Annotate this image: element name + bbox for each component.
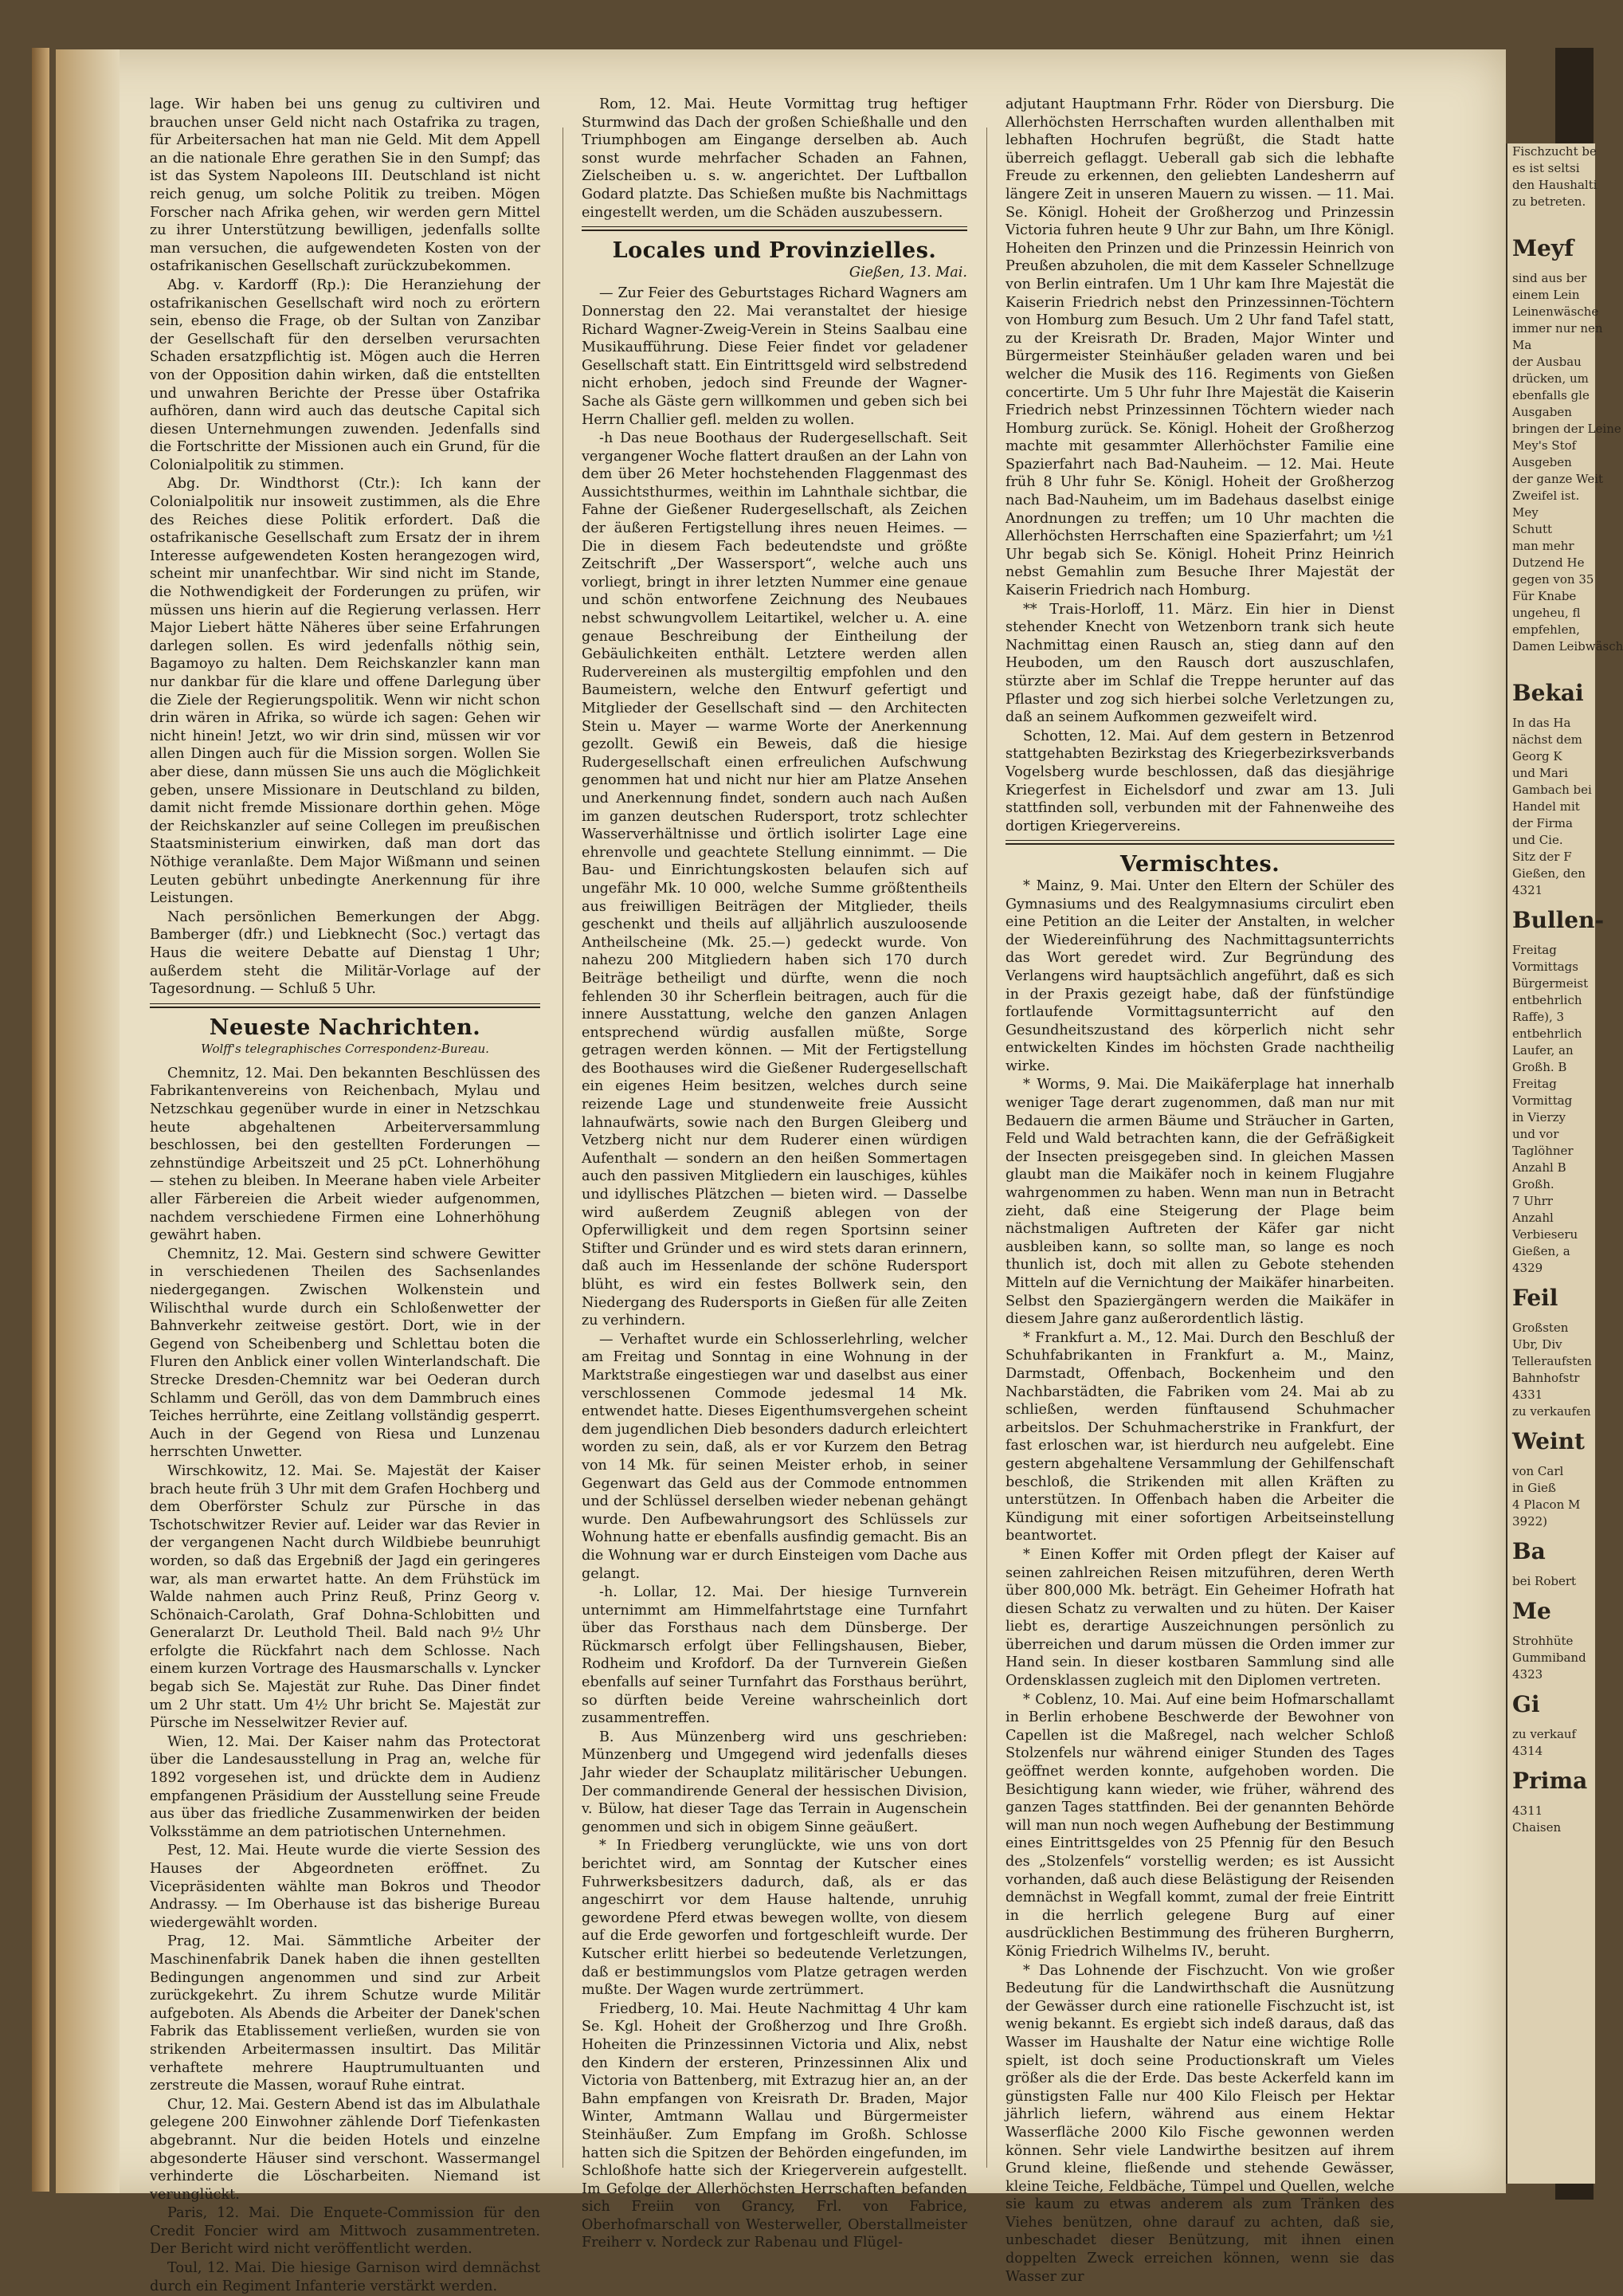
local-item: * In Friedberg verunglückte, wie uns von dort berichtet wird, am Sonntag der Kutscher eines Fuhrwerksbesitzers dadurch, daß, als er das angeschirrt vor dem Hause haltende, unruhig gewordene Pferd etwas bewegen wollte, von diesem auf die Erde geworfen und fortgeschleift wurde. Der Kutscher erlitt hierbei so bedeutende Verletzungen, daß er bestimmungslos vom Platze getragen werden mußte. Der Wagen wurde zertrümmert. bbox=[582, 1838, 967, 1999]
ad-line: in Gieß bbox=[1512, 1481, 1556, 1495]
ad-line: Georg K bbox=[1512, 749, 1562, 763]
ad-line: man mehr bbox=[1512, 539, 1574, 553]
ad-line: Ausgaben bbox=[1512, 405, 1572, 419]
article-paragraph: Abg. Dr. Windthorst (Ctr.): Ich kann der Colonialpolitik nur insoweit zustimmen, als die Ehre des Reiches diese Politik erfordert. Daß die ostafrikanische Gesellschaft zum Ersatz der in ihrem Interesse aufgewendeten Kosten herangezogen wird, scheint mir unanfechtbar. Wir sind nicht im Stande, die Nothwendigkeit der Forderungen zu prüfen, wir müssen uns hierin auf die Regierung verlassen. Herr Major Liebert hätte Näheres über seine Erfahrungen darlegen sollen. Es wird jedenfalls nöthig sein, Bagamoyo zu halten. Dem Reichskanzler kann man nur dankbar für die klare und offene Darlegung über die Ziele der Regierungspolitik. Wenn wir nicht schon drin wären in Afrika, so würde ich sagen: Gehen wir nicht hinein! Jetzt, wo wir drin sind, müssen wir vor allen Dingen auch für die Mission sorgen. Wollen Sie aber diese, dann müssen Sie uns auch die Möglichkeit geben, unsere Missionare in Deutschland zu bilden, damit nicht fremde Missionare dorthin gehen. Möge der Reichskanzler auf seine Collegen im preußischen Staatsministerium einwirken, daß man dort das Nöthige veranlaßte. Dem Major Wißmann und seinen Leuten gebührt unbedingte Anerkennung für ihre Leistungen. bbox=[150, 476, 540, 907]
ad-line: bei Robert bbox=[1512, 1574, 1577, 1588]
section-rule bbox=[1006, 840, 1394, 845]
section-heading: Neueste Nachrichten. bbox=[209, 1015, 481, 1040]
column-1 bbox=[150, 96, 540, 2296]
local-item: — Zur Feier des Geburtstages Richard Wagners am Donnerstag den 22. Mai veranstaltet der hiesige Richard Wagner-Zweig-Verein in Steins Saalbau eine Musikaufführung. Diese Feier findet vor geladener Gesellschaft statt. Ein Eintrittsgeld wird selbstredend nicht erhoben, jedoch sind Freunde der Wagner-Sache als Gäste gern willkommen und geben sich bei Herrn Challier gefl. melden zu wollen. bbox=[582, 285, 967, 428]
ad-line: Chaisen bbox=[1512, 1820, 1562, 1835]
ad-line: Gummiband bbox=[1512, 1650, 1586, 1665]
ad-line: es ist seltsi bbox=[1512, 161, 1580, 175]
local-item: adjutant Hauptmann Frhr. Röder von Diersburg. Die Allerhöchsten Herrschaften wurden allenthalben mit lebhaften Hochrufen begrüßt, die Stadt hatte überreich geflaggt. Ueberall gab sich die lebhafte Freude zu erkennen, den geliebten Landesherrn auf längere Zeit in unseren Mauern zu wissen. — 11. Mai. Se. Königl. Hoheit der Großherzog und Prinzessin Victoria fuhren heute 9 Uhr zur Bahn, um Ihre Königl. Hoheiten den Prinzen und die Prinzessin Heinrich von Preußen abzuholen, die mit dem Kasseler Schnellzuge von Berlin eintrafen. Um 1 Uhr kam Ihre Majestät die Kaiserin Friedrich nebst den Prinzessinnen-Töchtern von Homburg zum Besuch. Um 2 Uhr fand Tafel statt, zu der Kreisrath Dr. Braden, Major Winter und Bürgermeister Steinhäußer geladen waren und bei welcher die Musik des 116. Regiments von Gießen concertirte. Um 5 Uhr fuhr Ihre Majestät die Kaiserin Friedrich nebst Prinzessinnen Töchtern wieder nach Homburg zurück. Se. Königl. Hoheit der Großherzog machte mit gesammter Allerhöchster Familie eine Spazierfahrt nach Bad-Nauheim. — 12. Mai. Heute früh 8 Uhr fuhr Se. Königl. Hoheit der Großherzog nach Bad-Nauheim, um im Badehaus daselbst einige Anordnungen zu treffen; um 10 Uhr machten die Allerhöchsten Herrschaften eine Spazierfahrt; um ½1 Uhr begab sich Se. Königl. Hoheit Prinz Heinrich nebst Gemahlin zum Besuche Ihrer Majestät der Kaiserin Friedrich nach Homburg. bbox=[1006, 96, 1394, 599]
ad-line: Handel mit bbox=[1512, 799, 1580, 814]
ad-line: Zweifel ist. bbox=[1512, 489, 1580, 503]
column-divider bbox=[986, 128, 987, 2168]
ad-line: einem Lein bbox=[1512, 288, 1580, 302]
ad-line: und Cie. bbox=[1512, 833, 1563, 847]
ad-line: 4314 bbox=[1512, 1744, 1543, 1758]
ad-line: der Ausbau bbox=[1512, 355, 1582, 369]
ad-line: Telleraufsten bbox=[1512, 1354, 1592, 1368]
ad-line: Taglöhner bbox=[1512, 1144, 1574, 1158]
ad-line: empfehlen, bbox=[1512, 622, 1580, 637]
ad-line: Gießen, den bbox=[1512, 866, 1586, 881]
ad-line: Meyf bbox=[1512, 235, 1574, 261]
ad-line: zu verkaufen bbox=[1512, 1404, 1591, 1419]
ad-line: 3922) bbox=[1512, 1514, 1548, 1529]
ad-line: und vor bbox=[1512, 1127, 1559, 1141]
news-item: Prag, 12. Mai. Sämmtliche Arbeiter der Maschinenfabrik Danek haben die ihnen gestellten Bedingungen angenommen und sind zur Arbeit zurückgekehrt. Zu ihrem Schutze wurde Militär aufgeboten. Als Abends die Arbeiter der Danek'schen Fabrik das Etablissement verließen, wurden sie von strikenden Arbeitermassen insultirt. Das Militär verhaftete mehrere Hauptrumultuanten und zerstreute die Massen, worauf Ruhe eintrat. bbox=[150, 1933, 540, 2094]
ad-line: Dutzend He bbox=[1512, 555, 1585, 570]
section-subheading: Wolff's telegraphisches Correspondenz-Bureau. bbox=[201, 1042, 489, 1057]
news-item: Wien, 12. Mai. Der Kaiser nahm das Protectorat über die Landesausstellung in Prag an, welche für 1892 vorgesehen ist, und drückte dem in Audienz empfangenen Präsidium der Ausstellung seine Freude aus über das friedliche Zusammenwirken der beiden Volksstämme an dem patriotischen Unternehmen. bbox=[150, 1733, 540, 1840]
misc-item: * Einen Koffer mit Orden pflegt der Kaiser auf seinen zahlreichen Reisen mitzuführen, deren Werth über 800,000 Mk. beträgt. Ein Geheimer Hofrath hat diesen Schatz zu verwalten und zu hüten. Der Kaiser liebt es, derartige Auszeichnungen persönlich zu überreichen und darum müssen die Orden immer zur Hand sein. In dieser kostbaren Sammlung sind alle Ordensklassen zugleich mit den Diplomen vertreten. bbox=[1006, 1546, 1394, 1690]
ad-line: Raffe), 3 bbox=[1512, 1010, 1565, 1024]
ad-line: Damen Leibwäsch bbox=[1512, 639, 1623, 653]
ad-line: 4311 bbox=[1512, 1803, 1543, 1818]
ad-line: Feil bbox=[1512, 1285, 1558, 1311]
news-item: Rom, 12. Mai. Heute Vormittag trug heftiger Sturmwind das Dach der großen Schießhalle und den Triumphbogen am Eingange derselben ab. Auch sonst wurde mehrfacher Schaden an Fahnen, Zielscheiben u. s. w. angerichtet. Der Luftballon Godard platzte. Das Schießen mußte bis Nachmittags eingestellt werden, um die Schäden auszubessern. bbox=[582, 96, 967, 221]
ad-line: 4 Placon M bbox=[1512, 1497, 1581, 1512]
ad-line: immer nur nen bbox=[1512, 321, 1603, 336]
ad-line: Prima bbox=[1512, 1768, 1588, 1794]
ad-line: Gambach bei bbox=[1512, 783, 1592, 797]
ad-line: ebenfalls gle bbox=[1512, 388, 1590, 402]
ad-line: gegen von 35 bbox=[1512, 572, 1594, 587]
article-paragraph: Abg. v. Kardorff (Rp.): Die Heranziehung der ostafrikanischen Gesellschaft wird noch zu erörtern sein, ebenso die Frage, ob der Sultan von Zanzibar der Gesellschaft für den derselben verursachten Schaden ersatzpflichtig ist. Mögen auch die Herren von der Opposition dahin wirken, daß die entstellten und unwahren Berichte der Presse über Ostafrika aufhören, dann wird auch das deutsche Capital sich diesen Unternehmungen zuwenden. Jedenfalls sind die Fortschritte der Missionen auch ein Grund, für die Colonialpolitik zu stimmen. bbox=[150, 277, 540, 473]
binding-edge bbox=[32, 48, 49, 2192]
ad-line: und Mari bbox=[1512, 766, 1568, 780]
adjacent-page-ads bbox=[1506, 143, 1623, 2184]
local-item: -h Das neue Boothaus der Rudergesellschaft. Seit vergangener Woche flattert draußen an der Lahn von dem über 26 Meter hochstehenden Flaggenmast des Aussichtsthurmes, weithin im Lahnthale sichtbar, die Fahne der Gießener Rudergesellschaft, als Zeichen der äußeren Fertigstellung ihres neuen Heimes. — Die in diesem Fach bedeutendste und größte Zeitschrift „Der Wassersport“, welche auch uns vorliegt, bringt in ihrer letzten Nummer eine genaue und schön entworfene Zeichnung des Neubaues nebst schwungvollem Leitartikel, welcher u. A. eine genaue Beschreibung der Eintheilung der Gebäulichkeiten enthält. Letztere werden allen Rudervereinen als mustergiltig empfohlen und den Baumeistern, welche den Entwurf gefertigt und Mitglieder der Gesellschaft sind — den Architecten Stein u. Mayer — warme Worte der Anerkennung gezollt. Gewiß ein Beweis, daß die hiesige Rudergesellschaft einen erfreulichen Aufschwung genommen hat und nicht nur hier am Platze Ansehen und Anerkennung findet, sondern auch nach Außen im ganzen deutschen Rudersport, trotz schlechter Wasserverhältnisse und örtlich isolirter Lage eine ehrenvolle und geachtete Stellung einnimmt. — Die Bau- und Einrichtungskosten belaufen sich auf ungefähr Mk. 10 000, welche Summe größtentheils aus freiwilligen Beiträgen der Mitglieder, theils geschenkt und theils auf alljährlich auszuloosende Antheilscheine (Mk. 25.—) gedeckt wurde. Von nahezu 200 Mitgliedern haben sich 170 durch Beiträge betheiligt und dürfte, wenn die noch fehlenden 30 ihr Scherflein beitragen, auch für die innere Ausstattung, welche den ganzen Anlagen entsprechend würdig ausfallen müßte, Sorge getragen werden können. — Mit der Fertigstellung des Boothauses wird die Gießener Rudergesellschaft ein eigenes Heim besitzen, welches durch seine reizende Lage und stundenweite freie Aussicht lahnaufwärts, sowie nach den Burgen Gleiberg und Vetzberg nicht nur dem Ruderer einen würdigen Aufenthalt — sondern an den heißen Sommertagen auch den passiven Mitgliedern ein lauschiges, kühles und idyllisches Plätzchen — bieten wird. — Dasselbe wird außerdem Zeugniß ablegen von der Opferwilligkeit und dem regen Sportsinn seiner Stifter und Gründer und es wird stets daran erinnern, daß auch im Hessenlande der schöne Rudersport blüht, es wird ein festes Bollwerk sein, den Niedergang des Rudersports in Gießen für alle Zeiten zu verhindern. bbox=[582, 430, 967, 1329]
ad-line: Für Knabe bbox=[1512, 589, 1577, 603]
news-item: Chur, 12. Mai. Gestern Abend ist das im Albulathale gelegene 200 Einwohner zählende Dorf Tiefenkasten abgebrannt. Nur die beiden Hotels und einzelne abgesonderte Häuser sind verschont. Wassermangel verhinderte die Löscharbeiten. Niemand ist verunglückt. bbox=[150, 2096, 540, 2203]
ad-line: Anzahl B bbox=[1512, 1160, 1566, 1175]
ad-line: bringen der Leine bbox=[1512, 422, 1621, 436]
ad-line: Ubr, Div bbox=[1512, 1337, 1562, 1352]
ad-line: Gi bbox=[1512, 1691, 1540, 1717]
ad-line bbox=[1507, 655, 1595, 672]
ad-line: nächst dem bbox=[1512, 732, 1582, 747]
ad-line: drücken, um bbox=[1512, 371, 1589, 386]
section-heading: Locales und Provinzielles. bbox=[612, 238, 937, 264]
ad-line: Schutt bbox=[1512, 522, 1553, 536]
ad-line: zu verkauf bbox=[1512, 1727, 1577, 1741]
ad-line: Ma bbox=[1512, 338, 1532, 352]
ad-line: 7 Uhrr bbox=[1512, 1194, 1553, 1208]
ad-line: Sitz der F bbox=[1512, 850, 1572, 864]
ad-line: Strohhüte bbox=[1512, 1634, 1574, 1648]
dateline: Gießen, 13. Mai. bbox=[849, 264, 967, 281]
column-2 bbox=[582, 96, 967, 2253]
ad-line: Fischzucht be bbox=[1512, 144, 1597, 159]
ad-line: 4321 bbox=[1512, 883, 1543, 897]
ad-line: von Carl bbox=[1512, 1464, 1564, 1478]
misc-item: * Das Lohnende der Fischzucht. Von wie großer Bedeutung für die Landwirthschaft die Ausnützung der Gewässer durch eine rationelle Fischzucht ist, ist wenig bekannt. Es ergiebt sich indeß daraus, daß das Wasser im Haushalte der Natur eine wichtige Rolle spielt, ist doch seine Productionskraft um Vieles größer als die der Erde. Das beste Ackerfeld kann im günstigsten Falle nur 400 Kilo Fleisch per Hektar jährlich liefern, während aus einem Hektar Wasserfläche 2000 Kilo Fische gewonnen werden können. Sehr viele Landwirthe besitzen auf ihrem Grund kleine, fließende und stehende Gewässer, kleine Teiche, Feldbäche, Tümpel und Quellen, welche sie kaum zu etwas anderem als zum Tränken des Viehes benützen, ohne darauf zu achten, daß sie, unbeschadet dieser Benützung, mit ihnen einen doppelten Zweck erreichen können, wenn sie das Wasser zur bbox=[1006, 1962, 1394, 2285]
local-item: — Verhaftet wurde ein Schlosserlehrling, welcher am Freitag und Sonntag in eine Wohnung in der Marktstraße eingestiegen war und daselbst aus einer verschlossenen Commode jedesmal 14 Mk. entwendet hatte. Dieses Eigenthumsvergehen scheint dem jugendlichen Dieb besonders dadurch erleichtert worden zu sein, daß, als er vor Kurzem den Betrag von 14 Mk. für seinen Meister erhob, in seiner Gegenwart das Geld aus der Commode entnommen und der Schlüssel derselben wieder nebenan gehängt wurde. Den Aufbewahrungsort des Schlüssels zur Wohnung hatte er ebenfalls ausfindig gemacht. Bis an die Wohnung war er durch Einsteigen vom Dache aus gelangt. bbox=[582, 1331, 967, 1582]
ad-line: 4331 bbox=[1512, 1387, 1543, 1402]
ad-line bbox=[1507, 210, 1595, 227]
ad-line: In das Ha bbox=[1512, 716, 1571, 730]
ad-line: Gießen, a bbox=[1512, 1244, 1570, 1258]
ad-line: Bahnhofstr bbox=[1512, 1371, 1580, 1385]
ad-line: Großsten bbox=[1512, 1321, 1569, 1335]
misc-item: * Mainz, 9. Mai. Unter den Eltern der Schüler des Gymnasiums und des Realgymnasiums circulirt eben eine Petition an die Leiter der Anstalten, in welcher der Wiedereinführung des Nachmittagsunterrichts das Wort geredet wird. Zur Begründung des Verlangens wird hauptsächlich angeführt, daß es sich in der Praxis gezeigt habe, daß der fünfstündige fortlaufende Vormittagsunterricht auf den Gesundheitszustand des körperlich nicht sehr entwickelten Kindes im höchsten Grade nachtheilig wirke. bbox=[1006, 877, 1394, 1074]
misc-item: * Worms, 9. Mai. Die Maikäferplage hat innerhalb weniger Tage derart zugenommen, daß man nur mit Bedauern die armen Bäume und Sträucher in Garten, Feld und Wald betrachten kann, die der Gefräßigkeit der Insecten preisgegeben sind. In gleichen Massen glaubt man die Maikäfer noch in keinem Flugjahre wahrgenommen zu haben. Wenn man nun in Betracht zieht, daß eine Steigerung der Plage beim nächstmaligen Auftreten der Käfer gar nicht ausbleiben kann, so sollte man, so lange es noch thunlich ist, doch mit allen zu Gebote stehenden Mitteln auf die Vernichtung der Maikäfer hinarbeiten. Selbst den Spaziergängern werden die Maikäfer in diesem Jahre ganz außerordentlich lästig. bbox=[1006, 1077, 1394, 1328]
news-item: Toul, 12. Mai. Die hiesige Garnison wird demnächst durch ein Regiment Infanterie verstärkt werden. bbox=[150, 2260, 540, 2294]
ad-line: den Haushalti bbox=[1512, 178, 1598, 192]
column-3 bbox=[1006, 96, 1394, 2286]
ad-line: Großh. B bbox=[1512, 1060, 1567, 1074]
ad-line: Großh. bbox=[1512, 1177, 1554, 1191]
ad-line: 4323 bbox=[1512, 1667, 1543, 1682]
ad-line: der Firma bbox=[1512, 816, 1573, 830]
ad-line: Ba bbox=[1512, 1538, 1546, 1564]
local-item: ** Trais-Horloff, 11. März. Ein hier in Dienst stehender Knecht von Wetzenborn trank sich heute Nachmittag einen Rausch an, stieg dann auf den Heuboden, um den Rausch dort auszuschlafen, stürzte aber im Schlaf die Treppe herunter auf das Pflaster und zog sich hierbei solche Verletzungen zu, daß an seinem Aufkommen gezweifelt wird. bbox=[1006, 601, 1394, 726]
ad-line: Mey's Stof bbox=[1512, 438, 1577, 453]
local-item: Friedberg, 10. Mai. Heute Nachmittag 4 Uhr kam Se. Kgl. Hoheit der Großherzog und Ihre Großh. Hoheiten die Prinzessinnen Victoria und Alix, nebst den Kindern der ersteren, Prinzessinnen Alix und Victoria von Battenberg, mit Extrazug hier an, an der Bahn empfangen von Kreisrath Dr. Braden, Major Winter, Amtmann Wallau und Bürgermeister Steinhäußer. Zum Empfang im Großh. Schlosse hatten sich die Spitzen der Behörden eingefunden, im Schloßhofe hatte sich der Kriegerverein aufgestellt. Im Gefolge der Allerhöchsten Herrschaften befanden sich Freiin von Grancy, Frl. von Fabrice, Oberhofmarschall von Westerweller, Oberstallmeister Freiherr v. Nordeck zur Rabenau und Flügel- bbox=[582, 2000, 967, 2251]
misc-item: * Frankfurt a. M., 12. Mai. Durch den Beschluß der Schuhfabrikanten in Frankfurt a. M., Mainz, Darmstadt, Offenbach, Bockenheim und den Nachbarstädten, die Fabriken vom 24. Mai ab zu schließen, werden fünftausend Schuhmacher arbeitslos. Der Schuhmacherstrike in Frankfurt, der fast erloschen war, ist hierdurch neu aufgelebt. Eine gestern abgehaltene Versammlung der Gehilfenschaft beschloß, die Strikenden mit allen Kräften zu unterstützen. In Offenbach haben die Arbeiter die Kündigung mit einer sofortigen Arbeitseinstellung beantwortet. bbox=[1006, 1329, 1394, 1544]
ad-line: Ausgeben bbox=[1512, 455, 1572, 469]
ad-line: Freitag bbox=[1512, 1077, 1557, 1091]
news-item: Chemnitz, 12. Mai. Den bekannten Beschlüssen des Fabrikantenvereins von Reichenbach, Mylau und Netzschkau gegenüber wurde in einer in Netzschkau heute abgehaltenen Arbeiterversammlung beschlossen, bei den gestellten Forderungen — zehnstündige Arbeitszeit und 25 pCt. Lohnerhöhung — stehen zu bleiben. In Meerane haben viele Arbeiter aller Färbereien die Arbeit wieder aufgenommen, nachdem verschiedene Firmen eine Lohnerhöhung gewährt haben. bbox=[150, 1065, 540, 1244]
ad-line: Laufer, an bbox=[1512, 1043, 1574, 1058]
ad-line: Mey bbox=[1512, 505, 1539, 520]
ad-line: Vormittags bbox=[1512, 960, 1578, 974]
ad-line: Bekai bbox=[1512, 680, 1584, 706]
ad-line: Verbieseru bbox=[1512, 1227, 1578, 1242]
ad-line: 4329 bbox=[1512, 1261, 1543, 1275]
ad-line: entbehrlich bbox=[1512, 1026, 1582, 1041]
ad-line: zu betreten. bbox=[1512, 194, 1586, 209]
local-item: B. Aus Münzenberg wird uns geschrieben: Münzenberg und Umgegend wird jedenfalls dieses Jahr wieder der Schauplatz militärischer Uebungen. Der commandirende General der hessischen Division, v. Bülow, hat dieser Tage das Terrain in Augenschein genommen und sich in obigem Sinne geäußert. bbox=[582, 1729, 967, 1835]
ad-line: Freitag bbox=[1512, 943, 1557, 957]
ad-line: entbehrlich bbox=[1512, 993, 1582, 1007]
ad-line: der ganze Weit bbox=[1512, 472, 1604, 486]
ad-line: Weint bbox=[1512, 1428, 1585, 1454]
news-item: Paris, 12. Mai. Die Enquete-Commission für den Credit Foncier wird am Mittwoch zusammentreten. Der Bericht wird nicht veröffentlicht werden. bbox=[150, 2205, 540, 2258]
ad-line: Vormittag bbox=[1512, 1093, 1573, 1108]
misc-item: * Coblenz, 10. Mai. Auf eine beim Hofmarschallamt in Berlin erhobene Beschwerde der Bewohner von Capellen ist die Maßregel, nach welcher Schloß Stolzenfels nur während einiger Stunden des Tages geöffnet werden konnte, aufgehoben worden. Die Besichtigung kann wieder, wie früher, während des ganzen Tages stattfinden. Bei der genannten Behörde will man nun noch wegen Aufhebung der Bestimmung eines Eintrittsgeldes von 25 Pfennig für den Besuch des „Stolzenfels“ vorstellig werden; es ist Aussicht vorhanden, daß auch diese Belästigung der Reisenden demnächst in Wegfall kommt, zumal der freie Eintritt in die herrlich gelegene Burg auf einer ausdrücklichen Bestimmung des früheren Burgherrn, König Friedrich Wilhelms IV., beruht. bbox=[1006, 1691, 1394, 1960]
article-paragraph: Nach persönlichen Bemerkungen der Abgg. Bamberger (dfr.) und Liebknecht (Soc.) vertagt das Haus die weitere Debatte auf Dienstag 1 Uhr; außerdem steht die Militär-Vorlage auf der Tagesordnung. — Schluß 5 Uhr. bbox=[150, 909, 540, 998]
news-item: Wirschkowitz, 12. Mai. Se. Majestät der Kaiser brach heute früh 3 Uhr mit dem Grafen Hochberg und dem Oberförster Schulz zur Pürsche in das Tschotschwitzer Revier auf. Leider war das Revier in der vergangenen Nacht durch Wildbiebe beunruhigt worden, so daß das Ergebniß der Jagd ein geringeres war, als man erwartet hatte. An dem Frühstück im Walde nahmen auch Prinz Reuß, Prinz Georg v. Schönaich-Carolath, Graf Dohna-Schlobitten und Generalarzt Dr. Leuthold Theil. Bald nach 9½ Uhr erfolgte die Rückfahrt nach dem Schlosse. Nach einem kurzen Vortrage des Hausmarschalls v. Lyncker begab sich Se. Majestät zur Ruhe. Das Diner findet um 2 Uhr statt. Um 4½ Uhr bricht Se. Majestät zur Pürsche im Nesselwitzer Revier auf. bbox=[150, 1462, 540, 1732]
news-item: Chemnitz, 12. Mai. Gestern sind schwere Gewitter in verschiedenen Theilen des Sachsenlandes niedergegangen. Zwischen Wolkenstein und Wilischthal wurde durch ein Schloßenwetter der Bahnverkehr zeitweise gestört. Dort, wie in der Gegend von Scheibenberg und Schlettau boten die Fluren den Anblick einer vollen Winterlandschaft. Die Strecke Dresden-Chemnitz war bei Oederan durch Schlamm und Geröll, das von dem Dammbruch eines Teiches herrührte, eine Zeitlang vollständig gesperrt. Auch in der Gegend von Riesa und Lunzenau herrschten Unwetter. bbox=[150, 1246, 540, 1461]
news-item: Pest, 12. Mai. Heute wurde die vierte Session des Hauses der Abgeordneten eröffnet. Zu Vicepräsidenten wählte man Bokros und Theodor Andrassy. — Im Oberhause ist das bisherige Bureau wiedergewählt worden. bbox=[150, 1843, 540, 1931]
ad-line: sind aus ber bbox=[1512, 271, 1587, 285]
section-rule bbox=[150, 1003, 540, 1008]
ad-line: Me bbox=[1512, 1598, 1551, 1624]
ad-line: in Vierzy bbox=[1512, 1110, 1566, 1124]
ad-line: Leinenwäsche bbox=[1512, 304, 1599, 319]
ad-line: Bürgermeist bbox=[1512, 976, 1589, 991]
ad-line: Bullen- bbox=[1512, 907, 1605, 933]
section-rule bbox=[582, 226, 967, 231]
page-gutter bbox=[56, 49, 120, 2193]
ad-line: ungeheu, fl bbox=[1512, 606, 1581, 620]
ad-line: Anzahl bbox=[1512, 1211, 1554, 1225]
article-paragraph: lage. Wir haben bei uns genug zu cultiviren und brauchen unser Geld nicht nach Ostafrika zu tragen, für Arbeitersachen hat man nie Geld. Mit dem Appell an die nationale Ehre gerathen Sie in den Sumpf; das ist das System Napoleons III. Deutschland ist nicht reich genug, um solche Politik zu treiben. Mögen Forscher nach Afrika gehen, wir werden gern Mittel zu ihrer Unterstützung bewilligen, jedenfalls sollte man versuchen, die aufgewendeten Kosten von der ostafrikanischen Gesellschaft zurückzubekommen. bbox=[150, 96, 540, 275]
local-item: Schotten, 12. Mai. Auf dem gestern in Betzenrod stattgehabten Bezirkstag des Kriegerbezirksverbands Vogelsberg wurde beschlossen, daß das diesjährige Kriegerfest in Eichelsdorf und zwar am 13. Juli stattfinden soll, verbunden mit der Fahnenweihe des dortigen Kriegervereins. bbox=[1006, 728, 1394, 834]
section-heading: Vermischtes. bbox=[1119, 852, 1280, 877]
local-item: -h. Lollar, 12. Mai. Der hiesige Turnverein unternimmt am Himmelfahrtstage eine Turnfahrt über das Forsthaus nach dem Dünsberge. Der Rückmarsch erfolgt über Fellingshausen, Bieber, Rodheim und Krofdorf. Da der Turnverein Gießen ebenfalls auf seiner Turnfahrt das Forsthaus berührt, so dürften beide Vereine wahrscheinlich dort zusammentreffen. bbox=[582, 1584, 967, 1727]
